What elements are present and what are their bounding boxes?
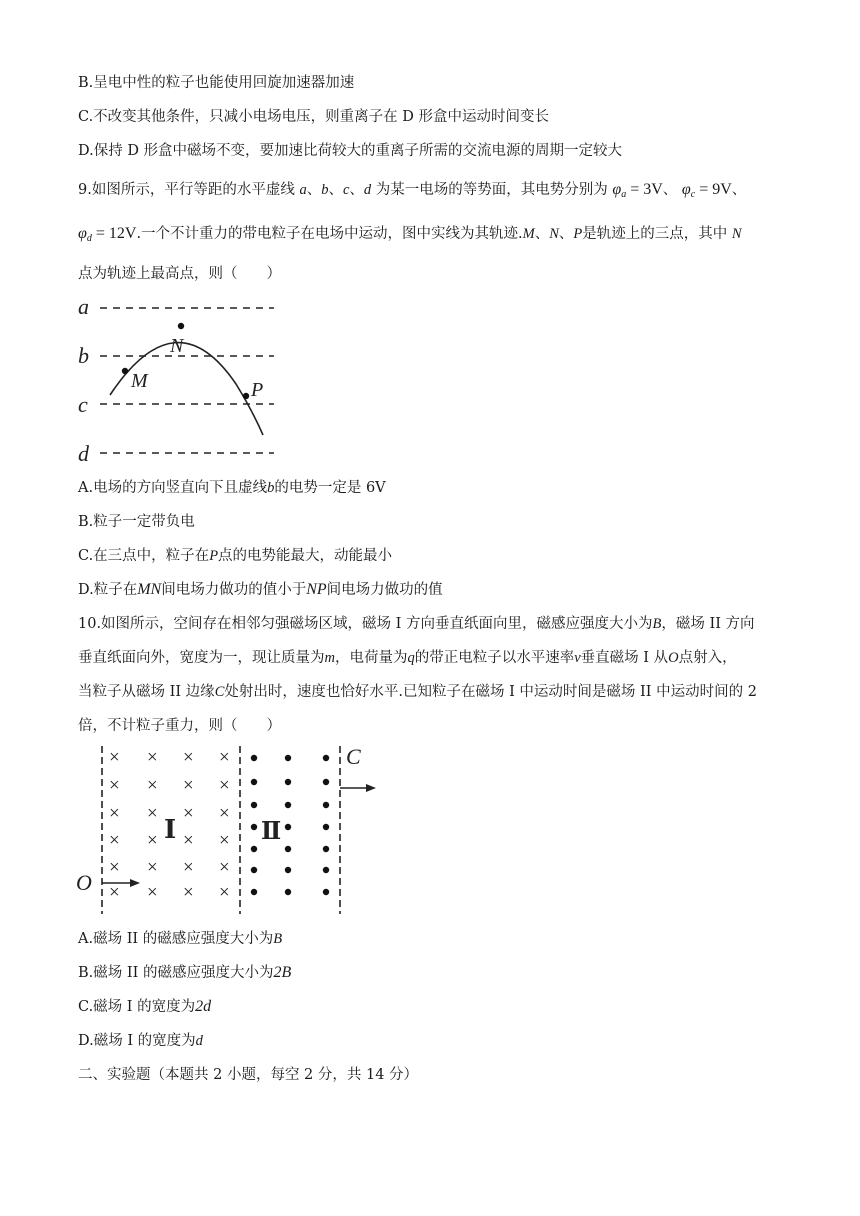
field-dot-symbol xyxy=(285,802,291,808)
q8-option-c: C.不改变其他条件，只减小电场电压，则重离子在 D 形盒中运动时间变长 xyxy=(78,109,550,125)
point-m xyxy=(122,368,128,374)
field-dot-symbol xyxy=(251,779,257,785)
field-cross-symbol: × xyxy=(147,747,158,768)
field-cross-symbol: × xyxy=(183,857,194,878)
field-cross-symbol: × xyxy=(219,857,230,878)
q9-option-b: B.粒子一定带负电 xyxy=(78,514,195,530)
q9-equipotential-figure xyxy=(74,292,284,470)
q10-option-d: D.磁场 I 的宽度为d xyxy=(78,1033,203,1049)
field-cross-symbol: × xyxy=(109,830,120,851)
point-p xyxy=(243,393,249,399)
q10-option-a: A.磁场 II 的磁感应强度大小为B xyxy=(78,931,283,947)
field-dot-symbol xyxy=(285,824,291,830)
phi-c: $\varphi_c = 9V$ xyxy=(681,181,732,200)
field-cross-symbol: × xyxy=(183,775,194,796)
field-dot-symbol xyxy=(251,889,257,895)
field-dot-symbol xyxy=(285,846,291,852)
field-dot-symbol xyxy=(323,889,329,895)
label-line-a: a xyxy=(78,294,89,319)
label-line-d: d xyxy=(78,441,89,466)
field-cross-symbol: × xyxy=(147,882,158,903)
label-line-b: b xyxy=(78,343,89,368)
field-dot-symbol xyxy=(285,889,291,895)
field-cross-symbol: × xyxy=(109,857,120,878)
q10-stem-line2: 垂直纸面向外，宽度为一，现让质量为m，电荷量为q的带正电粒子以水平速率v垂直磁场 I 从O点射入， xyxy=(78,650,737,666)
region-label-1: Ⅰ xyxy=(164,815,177,844)
field-dot-symbol xyxy=(323,802,329,808)
field-cross-symbol: × xyxy=(219,803,230,824)
phi-a: $\varphi_a = 3V$ xyxy=(612,181,663,200)
field-cross-symbol: × xyxy=(219,830,230,851)
field-dot-symbol xyxy=(323,755,329,761)
q9-stem-line3: 点为轨迹上最高点，则（ ） xyxy=(78,266,281,282)
field-cross-symbol: × xyxy=(147,857,158,878)
field-cross-symbol: × xyxy=(219,747,230,768)
label-o: O xyxy=(76,870,92,895)
label-c: C xyxy=(346,744,361,769)
q9-option-d: D.粒子在MN间电场力做功的值小于NP间电场力做功的值 xyxy=(78,581,443,598)
field-cross-symbol: × xyxy=(219,882,230,903)
q9-option-a: A.电场的方向竖直向下且虚线b的电势一定是 6V xyxy=(78,480,386,496)
field-cross-symbol: × xyxy=(109,803,120,824)
q10-option-c: C.磁场 I 的宽度为2d xyxy=(78,998,212,1015)
field-dot-symbol xyxy=(285,755,291,761)
section-heading-experiment: 二、实验题（本题共 2 小题，每空 2 分，共 14 分） xyxy=(78,1067,419,1083)
q8-option-b: B.呈电中性的粒子也能使用回旋加速器加速 xyxy=(78,75,355,91)
field-cross-symbol: × xyxy=(183,803,194,824)
field-cross-symbol: × xyxy=(183,882,194,903)
label-point-p: P xyxy=(251,379,264,401)
label-point-n: N xyxy=(170,335,184,357)
q8-option-d: D.保持 D 形盒中磁场不变，要加速比荷较大的重离子所需的交流电源的周期一定较大 xyxy=(78,143,623,159)
field-dot-symbol xyxy=(285,779,291,785)
q10-stem-line3: 当粒子从磁场 II 边缘C处射出时，速度也恰好水平.已知粒子在磁场 I 中运动时间是磁场 II 中运动时间的 2 xyxy=(78,684,757,700)
exit-arrow xyxy=(340,784,376,792)
point-n xyxy=(178,323,184,329)
label-line-c: c xyxy=(78,392,88,417)
field-cross-symbol: × xyxy=(147,803,158,824)
field-dot-symbol xyxy=(323,824,329,830)
label-point-m: M xyxy=(131,370,148,392)
field-cross-symbol: × xyxy=(109,775,120,796)
field-cross-symbol: × xyxy=(147,775,158,796)
field-dot-symbol xyxy=(323,867,329,873)
field-dot-symbol xyxy=(251,846,257,852)
field-dot-symbol xyxy=(285,867,291,873)
region-label-2: Ⅱ xyxy=(261,819,282,845)
field-dot-symbol xyxy=(323,846,329,852)
field-cross-symbol: × xyxy=(219,775,230,796)
field-cross-symbol: × xyxy=(109,882,120,903)
q10-stem-line1: 10.如图所示，空间存在相邻匀强磁场区域，磁场 I 方向垂直纸面向里，磁感应强度大小为B，磁场 II 方向 xyxy=(78,616,755,632)
q9-stem-line1: 9.如图所示，平行等距的水平虚线 a、b、c、d 为某一电场的等势面，其电势分别为 $\varphi_a = 3V$、 $\varphi_c = 9V$、 xyxy=(78,181,747,200)
field-dot-symbol xyxy=(251,802,257,808)
field-dot-symbol xyxy=(251,867,257,873)
q9-option-c: C.在三点中，粒子在P点的电势能最大，动能最小 xyxy=(78,548,393,564)
field-dot-symbol xyxy=(323,779,329,785)
field-cross-symbol: × xyxy=(183,747,194,768)
q10-magnetic-field-figure xyxy=(74,742,384,918)
q10-option-b: B.磁场 II 的磁感应强度大小为2B xyxy=(78,964,292,981)
field-cross-symbol: × xyxy=(183,830,194,851)
q10-stem-line4: 倍，不计粒子重力，则（ ） xyxy=(78,718,281,734)
phi-d: $\varphi_d = 12V$ xyxy=(78,225,137,244)
field-dot-symbol xyxy=(251,824,257,830)
field-cross-symbol: × xyxy=(147,830,158,851)
field-dot-symbol xyxy=(251,755,257,761)
entry-arrow xyxy=(102,879,140,887)
q9-stem-line2: $\varphi_d = 12V$.一个不计重力的带电粒子在电场中运动，图中实线为其轨迹.M、N、P是轨迹上的三点，其中 N xyxy=(78,225,742,244)
field-cross-symbol: × xyxy=(109,747,120,768)
